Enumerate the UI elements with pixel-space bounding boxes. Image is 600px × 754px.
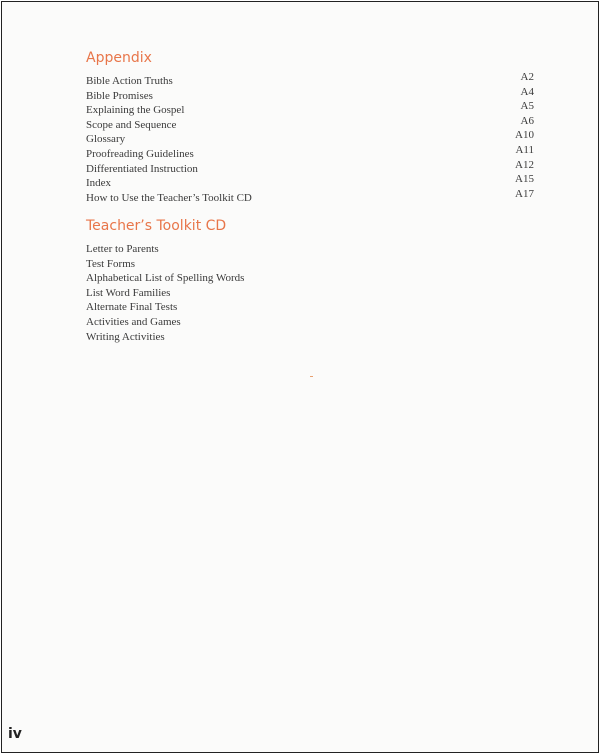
entry-label: Letter to Parents	[86, 243, 159, 255]
toolkit-section	[86, 216, 536, 344]
entry-label: Alternate Final Tests	[86, 301, 178, 314]
entry-label: Bible Action Truths	[86, 75, 173, 87]
page-folio: iv	[8, 726, 22, 742]
entry-label: Test Forms	[86, 257, 136, 270]
toc-entry	[86, 257, 536, 272]
toc-entry	[86, 173, 536, 191]
toolkit-heading: Teacher’s Toolkit CD	[86, 218, 227, 234]
entry-label: Writing Activities	[86, 330, 165, 343]
entry-page-number: A15	[515, 173, 534, 186]
toc-entry	[86, 158, 536, 177]
entry-page-number: A12	[515, 158, 534, 171]
toc-entry	[86, 143, 536, 162]
entry-label: Differentiated Instruction	[86, 162, 198, 175]
toc-entry	[86, 187, 536, 206]
entry-label: Alphabetical List of Spelling Words	[86, 272, 245, 285]
entry-label: Glossary	[86, 133, 126, 146]
toc-entry	[86, 114, 536, 133]
toc-entry	[86, 100, 536, 118]
toc-entry	[86, 71, 536, 89]
entry-page-number: A5	[520, 100, 534, 113]
entry-page-number: A2	[520, 71, 534, 83]
entry-label: Activities and Games	[86, 315, 181, 328]
entry-page-number: A4	[520, 85, 534, 98]
document-page	[1, 1, 599, 753]
entry-label: Scope and Sequence	[86, 118, 177, 131]
toc-entry	[86, 85, 536, 104]
toc-entry	[86, 330, 536, 345]
entry-page-number: A6	[520, 114, 534, 127]
toc-entry	[86, 286, 536, 301]
toc-entry	[86, 315, 536, 330]
entry-label: List Word Families	[86, 286, 171, 299]
entry-label: Bible Promises	[86, 89, 153, 102]
toc-entry	[86, 242, 536, 257]
entry-page-number: A10	[515, 129, 534, 142]
entry-label: How to Use the Teacher’s Toolkit CD	[86, 191, 252, 204]
entry-label: Proofreading Guidelines	[86, 147, 194, 160]
print-speck	[310, 376, 313, 377]
toc-entry	[86, 271, 536, 286]
toc-entry	[86, 300, 536, 315]
appendix-heading: Appendix	[86, 50, 152, 66]
entry-page-number: A17	[515, 187, 534, 200]
entry-label: Explaining the Gospel	[86, 104, 185, 117]
entry-label: Index	[86, 177, 112, 190]
entry-page-number: A11	[515, 143, 534, 156]
appendix-section	[86, 48, 536, 205]
toc-entry	[86, 129, 536, 147]
